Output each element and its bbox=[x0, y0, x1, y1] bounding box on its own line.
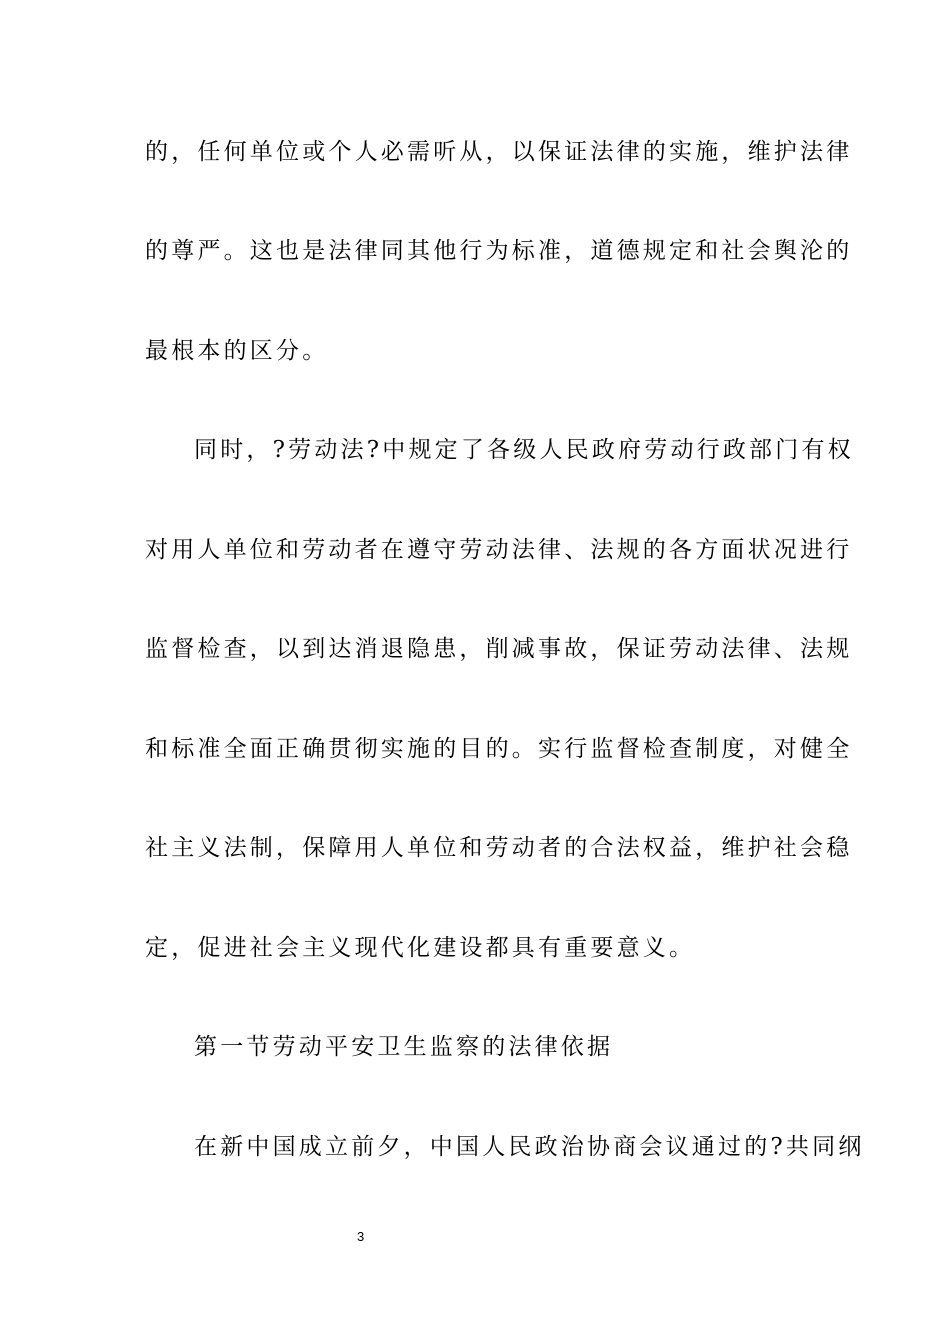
text-line: 对用人单位和劳动者在遵守劳动法律、法规的各方面状况进行 bbox=[145, 537, 853, 563]
paragraph-first-line: 同时，?劳动法?中规定了各级人民政府劳动行政部门有权 bbox=[194, 437, 854, 463]
text-line: 定，促进社会主义现代化建设都具有重要意义。 bbox=[145, 935, 696, 961]
text-line: 的尊严。这也是法律同其他行为标准，道德规定和社会舆沦的 bbox=[145, 238, 853, 264]
text-line: 社主义法制，保障用人单位和劳动者的合法权益，维护社会稳 bbox=[145, 835, 853, 861]
text-line: 的，任何单位或个人必需听从，以保证法律的实施，维护法律 bbox=[145, 139, 853, 165]
section-heading: 第一节劳动平安卫生监察的法律依据 bbox=[194, 1034, 614, 1060]
paragraph-first-line: 在新中国成立前夕，中国人民政治协商会议通过的?共同纲 bbox=[194, 1134, 865, 1160]
text-line: 监督检查，以到达消退隐患，削减事故，保证劳动法律、法规 bbox=[145, 636, 853, 662]
page-number: 3 bbox=[357, 1229, 365, 1244]
text-line: 和标准全面正确贯彻实施的目的。实行监督检查制度，对健全 bbox=[145, 736, 853, 762]
text-line: 最根本的区分。 bbox=[145, 338, 329, 364]
